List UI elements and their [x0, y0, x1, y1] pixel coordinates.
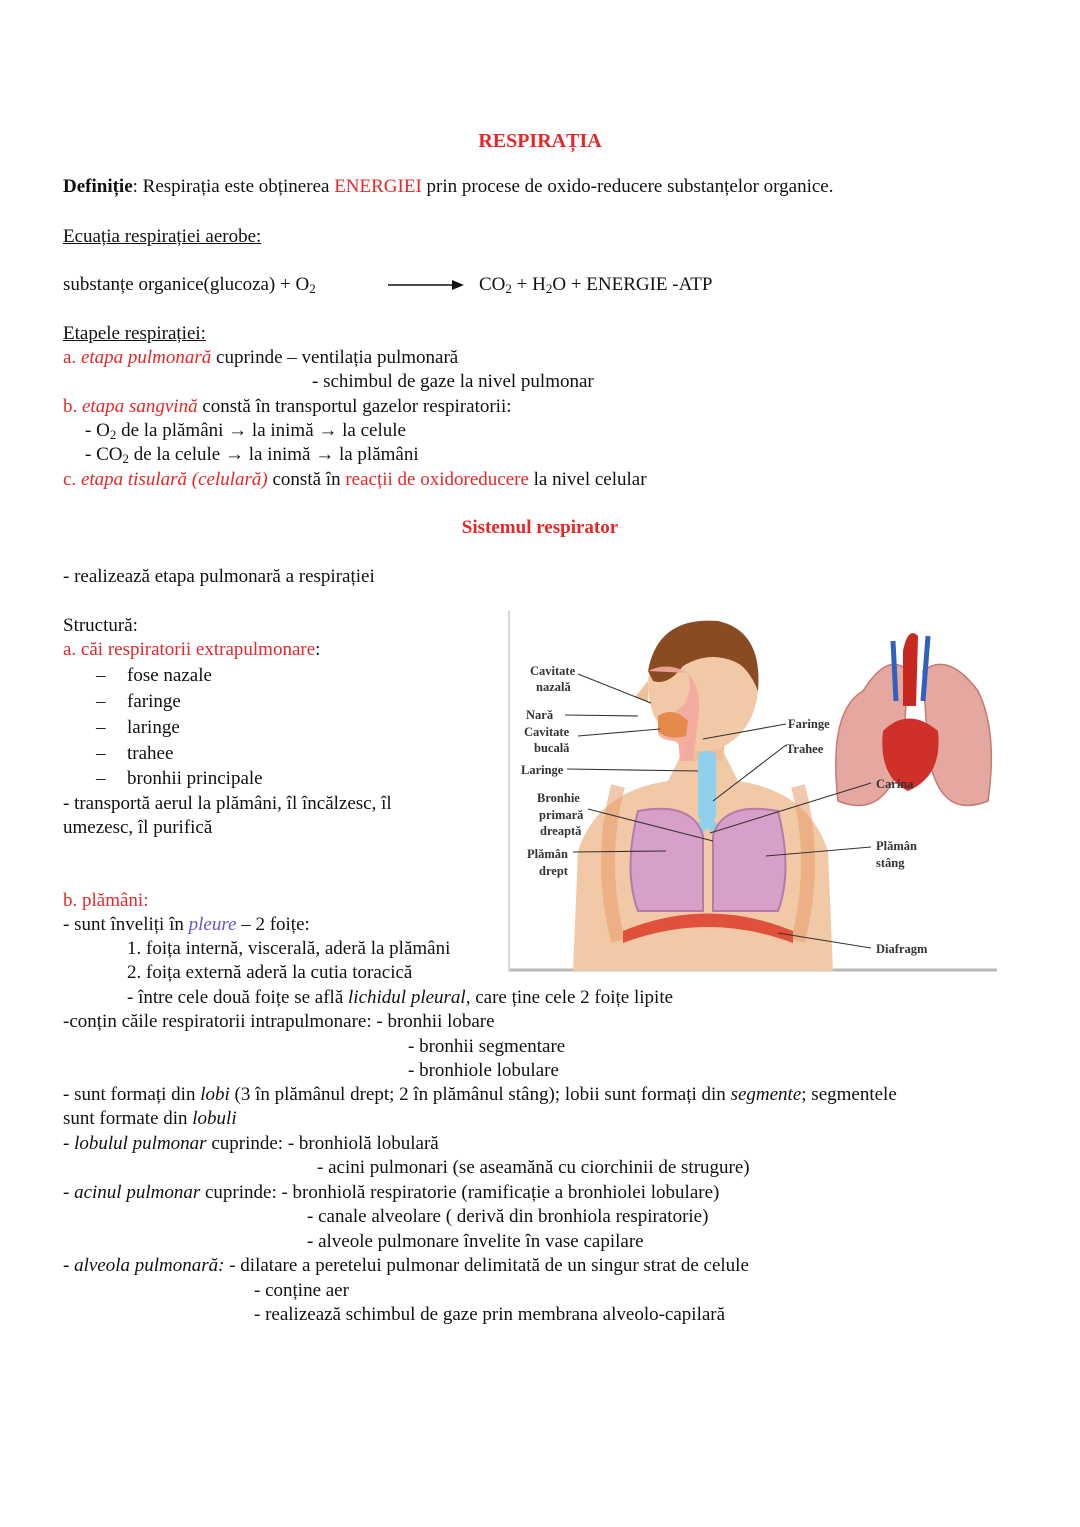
- label-plaman-drept-1: Plămân: [527, 847, 568, 861]
- stages-heading: Etapele respirației:: [63, 323, 206, 344]
- label-laringe: Laringe: [521, 763, 564, 777]
- label-faringe: Faringe: [788, 717, 830, 731]
- o2-a: - O: [85, 420, 110, 441]
- lobi-a: - sunt formați din: [63, 1084, 201, 1105]
- lobul-2: - acini pulmonari (se aseamănă cu ciorchinii de strugure): [317, 1157, 750, 1178]
- lichid-pleural-line: [127, 986, 673, 1011]
- list-item: trahee: [127, 743, 174, 764]
- list-item: laringe: [127, 717, 180, 738]
- stage-b-prefix: b.: [63, 396, 82, 417]
- stage-c-text: constă în: [267, 469, 346, 490]
- definition-line: [63, 175, 833, 200]
- list-item: [96, 742, 106, 767]
- stage-a: [63, 346, 458, 371]
- respiratory-system-diagram: [508, 611, 997, 972]
- eq-rest: O + ENERGIE -ATP: [552, 274, 713, 295]
- system-intro: - realizează etapa pulmonară a respirației: [63, 566, 375, 587]
- stage-a-2: - schimbul de gaze la nivel pulmonar: [312, 371, 594, 392]
- list-item: fose nazale: [127, 665, 212, 686]
- lobi-line-2: [63, 1107, 237, 1132]
- equation-left-text: substanțe organice(glucoza) + O: [63, 274, 310, 295]
- label-bronhie-2: primară: [539, 808, 584, 822]
- lobi-i: lobi: [200, 1084, 230, 1105]
- dash: –: [96, 691, 106, 712]
- list-item: bronhii principale: [127, 768, 263, 789]
- label-cavitate-bucala-2: bucală: [534, 741, 570, 755]
- lobi2-a: sunt formate din: [63, 1108, 193, 1129]
- lichid-a: - între cele două foițe se află: [127, 987, 349, 1008]
- dash: –: [96, 743, 106, 764]
- stage-b-co2: [85, 443, 419, 468]
- pleure-term: pleure: [188, 914, 237, 935]
- stage-b: [63, 395, 512, 420]
- definition-highlight: ENERGIEI: [334, 176, 422, 197]
- acin-b: cuprinde: - bronhiolă respiratorie (ramificație a bronhiolei lobulare): [200, 1182, 720, 1203]
- definition-label: Definiție: [63, 176, 133, 197]
- stage-c-highlight: reacții de oxidoreducere: [345, 469, 529, 490]
- lichid-i: lichidul pleural: [348, 987, 466, 1008]
- equation-left-sub: 2: [309, 281, 316, 296]
- label-plaman-drept-2: drept: [539, 864, 568, 878]
- lobul-b: cuprinde: - bronhiolă lobulară: [206, 1133, 439, 1154]
- stage-c-name: etapa tisulară (celulară): [80, 469, 268, 490]
- list-item: [96, 716, 106, 741]
- label-nara: Nară: [526, 708, 554, 722]
- list-item: [96, 690, 106, 715]
- structure-b-label: b. plămâni:: [63, 890, 149, 911]
- page-title: RESPIRAȚIA: [478, 130, 602, 152]
- o2-b: de la plămâni → la inimă → la celule: [116, 420, 406, 441]
- b-line1-a: - sunt înveliți în: [63, 914, 189, 935]
- eq-co: CO: [479, 274, 506, 295]
- lobi-c: ; segmentele: [801, 1084, 897, 1105]
- list-item: [96, 664, 106, 689]
- cai-2: - bronhii segmentare: [408, 1036, 566, 1057]
- label-cavitate-nazala-2: nazală: [536, 680, 571, 694]
- equation-right: [479, 273, 712, 298]
- section-subtitle: Sistemul respirator: [461, 517, 619, 538]
- alv-2: - conține aer: [254, 1280, 349, 1301]
- a-colon: :: [315, 639, 321, 660]
- stage-a-prefix: a.: [63, 347, 81, 368]
- label-carina: Carina: [876, 777, 914, 791]
- alv-a: -: [63, 1255, 75, 1276]
- eq-sub1: 2: [505, 281, 512, 296]
- lobi2-i: lobuli: [192, 1108, 237, 1129]
- eq-sub2: 2: [545, 281, 553, 296]
- lobul-a: -: [63, 1133, 75, 1154]
- b-line1: [63, 913, 310, 938]
- structure-a-label: [63, 638, 320, 663]
- label-plaman-stang-2: stâng: [876, 856, 905, 870]
- lobul-i: lobulul pulmonar: [74, 1133, 207, 1154]
- foita-2: 2. foița externă aderă la cutia toracică: [127, 962, 413, 983]
- equation-heading: Ecuația respirației aerobe:: [63, 226, 262, 247]
- lobul-line: [63, 1132, 439, 1157]
- a-note-2: umezesc, îl purifică: [63, 817, 213, 838]
- alv-b: - dilatare a peretelui pulmonar delimitată de un singur strat de celule: [224, 1255, 749, 1276]
- co2-sub: 2: [122, 451, 129, 466]
- b-line1-b: – 2 foițe:: [236, 914, 310, 935]
- label-bronhie-1: Bronhie: [537, 791, 580, 805]
- stage-b-text: constă în transportul gazelor respiratorii:: [197, 396, 512, 417]
- label-plaman-stang-1: Plămân: [876, 839, 917, 853]
- stage-a-name: etapa pulmonară: [80, 347, 212, 368]
- dash: –: [96, 768, 106, 789]
- a-label: a. căi respiratorii extrapulmonare: [63, 639, 316, 660]
- label-cavitate-nazala-1: Cavitate: [530, 664, 576, 678]
- lobi-line: [63, 1083, 897, 1108]
- acin-a: -: [63, 1182, 75, 1203]
- acin-3: - alveole pulmonare învelite în vase capilare: [307, 1231, 644, 1252]
- dash: –: [96, 665, 106, 686]
- lichid-b: , care ține cele 2 foițe lipite: [465, 987, 674, 1008]
- co2-a: - CO: [85, 444, 123, 465]
- stage-b-o2: [85, 419, 406, 444]
- list-item: [96, 767, 106, 792]
- stage-a-text: cuprinde – ventilația pulmonară: [211, 347, 459, 368]
- alv-3: - realizează schimbul de gaze prin membrana alveolo-capilară: [254, 1304, 726, 1325]
- alv-line: [63, 1254, 749, 1279]
- label-cavitate-bucala-1: Cavitate: [524, 725, 570, 739]
- stage-c: [63, 468, 647, 493]
- dash: –: [96, 717, 106, 738]
- label-diafragm: Diafragm: [876, 942, 928, 956]
- lobi-b: (3 în plămânul drept; 2 în plămânul stâng); lobii sunt formați din: [229, 1084, 731, 1105]
- acin-2: - canale alveolare ( derivă din bronhiola respiratorie): [307, 1206, 709, 1227]
- label-bronhie-3: dreaptă: [540, 824, 582, 838]
- lobi-seg: segmente: [730, 1084, 802, 1105]
- co2-b: de la celule → la inimă → la plămâni: [128, 444, 419, 465]
- equation-left: [63, 273, 316, 298]
- eq-h: + H: [511, 274, 546, 295]
- acin-i: acinul pulmonar: [74, 1182, 201, 1203]
- definition-text-b: prin procese de oxido-reducere substanțelor organice.: [421, 176, 834, 197]
- foita-1: 1. foița internă, viscerală, aderă la plămâni: [127, 938, 451, 959]
- reaction-arrow-icon: [388, 278, 464, 292]
- alv-i: alveola pulmonară:: [74, 1255, 225, 1276]
- stage-b-name: etapa sangvină: [82, 396, 198, 417]
- stage-c-prefix: c.: [63, 469, 81, 490]
- cai-3: - bronhiole lobulare: [408, 1060, 559, 1081]
- acin-line: [63, 1181, 719, 1206]
- a-note-1: - transportă aerul la plămâni, îl încălzesc, îl: [63, 793, 392, 814]
- structure-heading: Structură:: [63, 615, 138, 636]
- label-trahee: Trahee: [786, 742, 824, 756]
- o2-sub: 2: [109, 427, 117, 442]
- cai-intrapulmonare: -conțin căile respiratorii intrapulmonare: - bronhii lobare: [63, 1011, 495, 1032]
- list-item: faringe: [127, 691, 181, 712]
- definition-text-a: : Respirația este obținerea: [132, 176, 335, 197]
- stage-c-text2: la nivel celular: [528, 469, 647, 490]
